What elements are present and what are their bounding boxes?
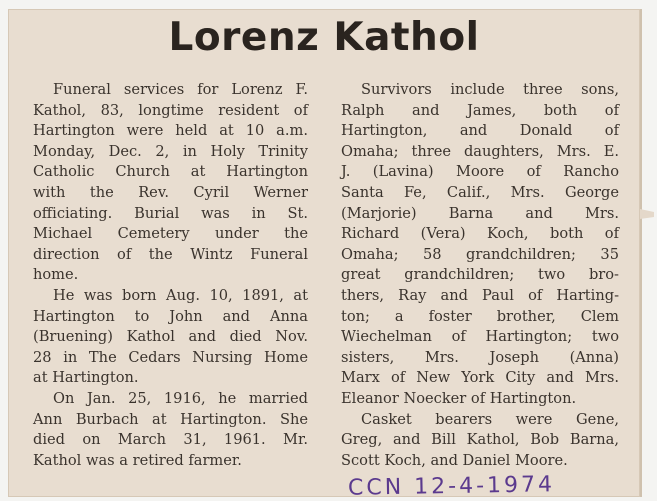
text-line: Santa Fe, Calif., Mrs. George (341, 183, 619, 201)
text-line: Marx of New York City and Mrs. (341, 369, 619, 387)
text-line: Eleanor Noecker of Hartington. (341, 389, 577, 407)
text-line: died on March 31, 1961. Mr. (33, 431, 308, 449)
text-line: at Hartington. (33, 369, 139, 387)
text-line: On Jan. 25, 1916, he married (53, 389, 308, 407)
text-line: Hartington were held at 10 a.m. (33, 122, 308, 140)
text-line: (Marjorie) Barna and Mrs. (341, 204, 619, 222)
text-line: Casket bearers were Gene, (361, 410, 619, 428)
text-line: Wiechelman of Hartington; two (341, 328, 619, 346)
text-line: Hartington, and Donald of (341, 122, 619, 140)
handwritten-date-note: CCN 12-4-1974 (347, 472, 556, 501)
newspaper-clipping (8, 9, 642, 501)
text-line: great grandchildren; two bro- (341, 266, 619, 284)
headline: Lorenz Kathol (168, 15, 480, 60)
text-line: Funeral services for Lorenz F. (53, 81, 308, 98)
text-line: Greg, and Bill Kathol, Bob Barna, (341, 431, 619, 449)
text-line: Monday, Dec. 2, in Holy Trinity (33, 142, 308, 160)
text-line: sisters, Mrs. Joseph (Anna) (341, 348, 619, 366)
text-line: Survivors include three sons, (361, 81, 619, 98)
text-line: Michael Cemetery under the (33, 225, 308, 243)
text-line: Omaha; three daughters, Mrs. E. (341, 142, 619, 160)
right-column (341, 80, 619, 471)
text-line: Omaha; 58 grandchildren; 35 (341, 245, 619, 263)
text-line: Kathol, 83, longtime resident of (33, 101, 308, 119)
text-line: thers, Ray and Paul of Harting- (341, 286, 619, 304)
text-line: Richard (Vera) Koch, both of (341, 225, 619, 243)
text-line: home. (33, 266, 79, 284)
text-line: Ann Burbach at Hartington. She (33, 410, 308, 428)
text-line: Scott Koch, and Daniel Moore. (341, 451, 568, 469)
left-column (33, 80, 308, 471)
text-line: officiating. Burial was in St. (33, 204, 308, 222)
text-line: Ralph and James, both of (341, 101, 619, 119)
text-line: He was born Aug. 10, 1891, at (53, 286, 308, 304)
text-line: (Bruening) Kathol and died Nov. (33, 328, 308, 346)
text-line: ton; a foster brother, Clem (341, 307, 619, 325)
text-line: Kathol was a retired farmer. (33, 451, 242, 469)
text-line: with the Rev. Cyril Werner (33, 183, 308, 201)
text-line: Hartington to John and Anna (33, 307, 308, 325)
text-line: direction of the Wintz Funeral (33, 245, 308, 263)
text-line: J. (Lavina) Moore of Rancho (341, 163, 619, 181)
text-line: Catholic Church at Hartington (33, 163, 308, 181)
text-line: 28 in The Cedars Nursing Home (33, 348, 308, 366)
